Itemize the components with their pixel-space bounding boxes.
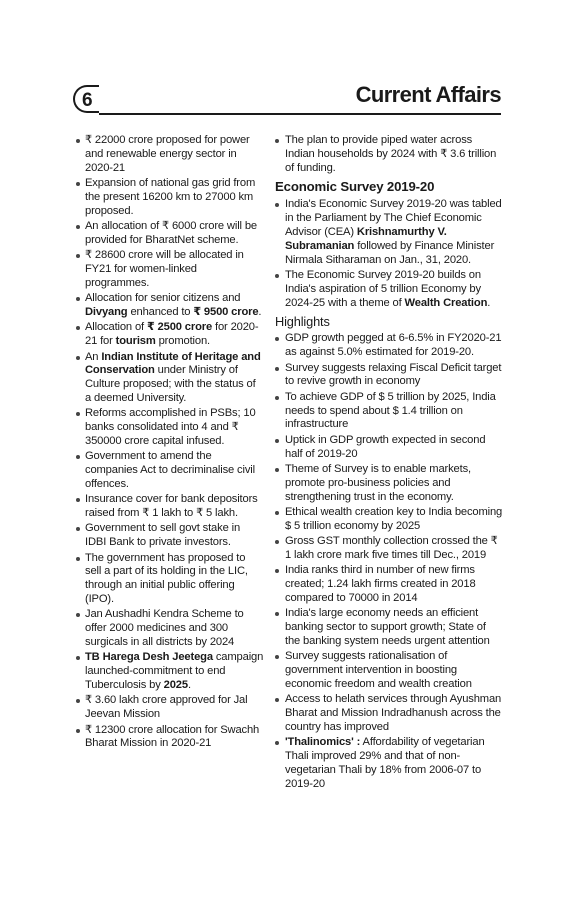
bullet-item	[275, 198, 503, 267]
right-column	[275, 134, 503, 793]
bullet-item	[76, 450, 264, 491]
section-title-highlights: Highlights	[275, 314, 330, 330]
text: India's large economy needs an efficient banking sector to support growth; State of the banking system needs urgent attention	[285, 607, 490, 647]
survey-bullet-list	[275, 198, 503, 310]
bullet-item	[76, 351, 264, 406]
bold-text: tourism	[115, 335, 156, 348]
bullet-item	[275, 362, 503, 390]
header-title: Current Affairs	[355, 82, 501, 107]
text: .	[187, 679, 191, 691]
text: Jan Aushadhi Kendra Scheme to offer 2000 medicines and 300 surgicals in all districts by 2024	[85, 608, 244, 649]
text: campaign launched-commitment to end Tuberculosis by	[85, 651, 264, 691]
text: ₹ 12300 crore allocation for Swachh Bharat Mission in 2020-21	[85, 723, 260, 750]
bold-text: 2025	[163, 679, 188, 691]
text: Gross GST monthly collection crossed the ₹ 1 lakh crore mark five times till Dec., 2019	[285, 535, 498, 561]
text: Allocation of	[85, 321, 147, 334]
page-number: 6	[73, 85, 99, 113]
text: followed by Finance Minister Nirmala Sitharaman on Jan., 31, 2020.	[285, 239, 495, 266]
bold-text: 'Thalinomics' :	[285, 736, 361, 749]
water-bullet-list	[275, 134, 503, 175]
text: Expansion of national gas grid from the present 16200 km to 27000 km proposed.	[85, 176, 256, 217]
text: Uptick in GDP growth expected in second half of 2019-20	[285, 433, 486, 460]
bullet-item	[76, 220, 264, 248]
text: Access to helath services through Ayushman Bharat and Mission Indradhanush across the country has improved	[285, 693, 502, 733]
bullet-item	[76, 608, 264, 649]
highlights-bullet-list	[275, 332, 503, 791]
text: The Economic Survey 2019-20 builds on India's aspiration of 5 trillion Economy by 2024-25 with a theme of	[285, 268, 481, 309]
bullet-item	[76, 321, 264, 349]
bullet-item	[76, 292, 264, 320]
text: Government to sell govt stake in IDBI Bank to private investors.	[85, 522, 241, 549]
bullet-item	[76, 694, 264, 722]
text: .	[487, 296, 491, 309]
bullet-item	[76, 522, 264, 550]
bold-text: TB Harega Desh Jeetega	[85, 651, 213, 664]
bullet-item	[275, 434, 503, 462]
text: ₹ 3.60 lakh crore approved for Jal Jeevan Mission	[85, 694, 248, 721]
bullet-item	[275, 693, 503, 734]
text: The government has proposed to sell a part of its holding in the LIC, through an initial public offering (IPO).	[85, 551, 248, 606]
bullet-item	[76, 493, 264, 521]
bullet-item	[76, 249, 264, 290]
bullet-item	[76, 724, 264, 752]
bullet-item	[275, 506, 503, 534]
text: Theme of Survey is to enable markets, promote pro-business policies and strengthening trust in the economy.	[285, 462, 471, 503]
bold-text: ₹ 9500 crore	[193, 305, 259, 318]
bold-text: Divyang	[85, 305, 128, 318]
text: GDP growth pegged at 6-6.5% in FY2020-21 as against 5.0% estimated for 2019-20.	[285, 332, 502, 359]
text: An	[85, 350, 102, 363]
text: Affordability of vegetarian Thali improved 29% and that of non-vegetarian Thali by 18% from 2006-07 to 2019-20	[285, 736, 485, 790]
bullet-item	[76, 407, 264, 448]
bullet-item	[275, 607, 503, 648]
text: Survey suggests rationalisation of government intervention in boosting economic freedom and wealth creation	[285, 650, 472, 690]
page-header	[73, 84, 501, 118]
bullet-item	[275, 650, 503, 691]
bold-text: Indian Institute of Heritage and Conservation	[85, 350, 261, 377]
budget-bullet-list	[76, 134, 264, 751]
bold-text: Krishnamurthy V. Subramanian	[285, 225, 447, 252]
text: enhanced to	[127, 305, 194, 318]
text: Government to amend the companies Act to decriminalise civil offences.	[85, 450, 255, 490]
text: for 2020-21 for	[85, 321, 259, 348]
text: Survey suggests relaxing Fiscal Deficit target to revive growth in economy	[285, 361, 502, 388]
bullet-item	[275, 269, 503, 310]
bullet-item	[76, 651, 264, 692]
bullet-item	[275, 134, 503, 175]
bullet-item	[76, 134, 264, 175]
bullet-item	[275, 391, 503, 432]
bullet-item	[275, 564, 503, 605]
bold-text: Wealth Creation	[404, 296, 488, 309]
text: promotion.	[155, 335, 210, 348]
left-column	[76, 134, 264, 753]
text: ₹ 22000 crore proposed for power and renewable energy sector in 2020-21	[85, 134, 250, 174]
text: Insurance cover for bank depositors raised from ₹ 1 lakh to ₹ 5 lakh.	[85, 493, 258, 520]
text: .	[258, 305, 262, 318]
header-rule	[99, 113, 501, 115]
text: India ranks third in number of new firms created; 1.24 lakh firms created in 2018 compared to 70000 in 2014	[285, 564, 476, 604]
text: An allocation of ₹ 6000 crore will be provided for BharatNet scheme.	[85, 219, 257, 246]
bullet-item	[275, 535, 503, 563]
bold-text: ₹ 2500 crore	[146, 321, 213, 334]
text: Reforms accomplished in PSBs; 10 banks consolidated into 4 and ₹ 350000 crore capital infused.	[85, 407, 256, 447]
bullet-item	[275, 332, 503, 360]
bullet-item	[275, 463, 503, 504]
bullet-item	[275, 736, 503, 791]
text: under Ministry of Culture proposed; with the status of a deemed University.	[85, 364, 256, 404]
text: India's Economic Survey 2019-20 was tabled in the Parliament by The Chief Economic Advisor (CEA)	[285, 198, 502, 238]
bullet-item	[76, 177, 264, 218]
text: The plan to provide piped water across Indian households by 2024 with ₹ 3.6 trillion of funding.	[285, 134, 497, 174]
text: Allocation for senior citizens and	[85, 292, 241, 305]
text: ₹ 28600 crore will be allocated in FY21 for women-linked programmes.	[85, 249, 244, 289]
section-title-economic-survey: Economic Survey 2019-20	[275, 179, 435, 195]
text: Ethical wealth creation key to India becoming $ 5 trillion economy by 2025	[285, 505, 503, 532]
text: To achieve GDP of $ 5 trillion by 2025, India needs to spend about $ 1.4 trillion on infrastructure	[285, 390, 496, 431]
bullet-item	[76, 552, 264, 607]
